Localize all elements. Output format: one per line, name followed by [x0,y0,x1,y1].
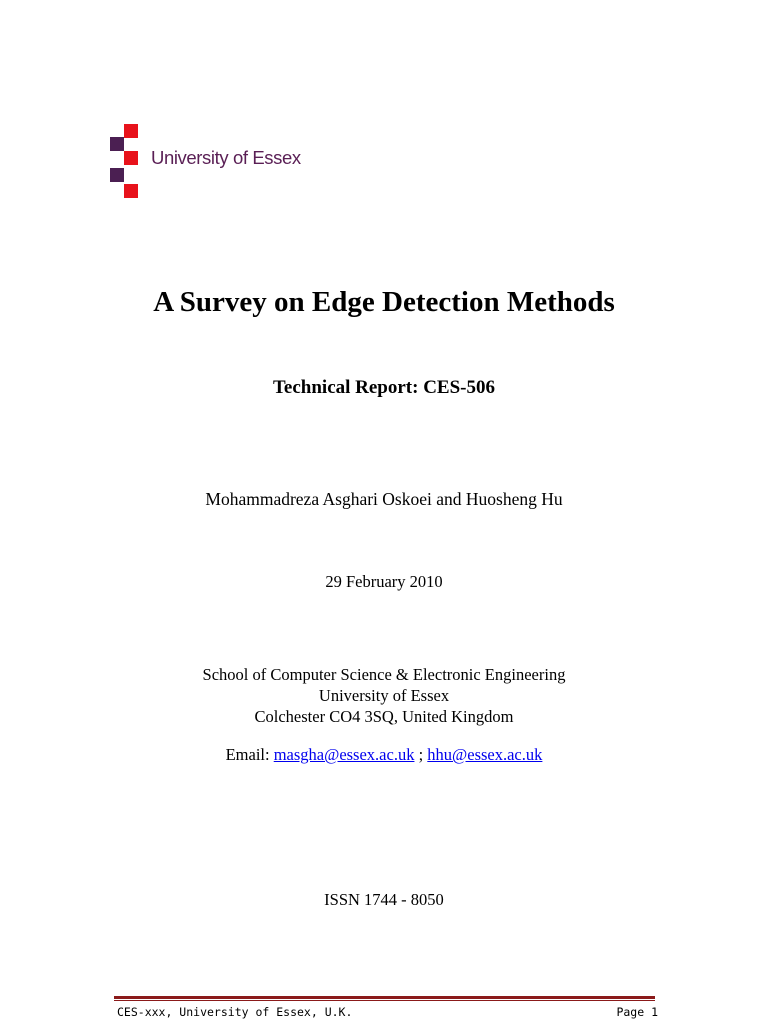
email-separator: ; [418,745,424,764]
footer-left-text: CES-xxx, University of Essex, U.K. [117,1005,353,1019]
affiliation-block [0,664,768,727]
affiliation-university: University of Essex [318,686,450,705]
logo-square [110,168,124,182]
logo-mark-icon [110,124,140,198]
page-number: Page 1 [616,1005,658,1019]
email-link-hhu[interactable]: hhu@essex.ac.uk [427,745,543,764]
affiliation-school: School of Computer Science & Electronic Engineering [202,665,566,684]
footer-rule-thick [114,996,655,999]
university-logo [110,124,330,198]
logo-text: University of Essex [151,147,301,168]
email-link-masgha[interactable]: masgha@essex.ac.uk [273,745,415,764]
affiliation-address: Colchester CO4 3SQ, United Kingdom [254,707,514,726]
issn: ISSN 1744 - 8050 [324,890,444,909]
document-title: A Survey on Edge Detection Methods [153,286,615,318]
email-label: Email: [225,745,270,764]
report-number: Technical Report: CES-506 [272,377,496,398]
logo-square [124,151,138,165]
publication-date: 29 February 2010 [325,572,443,591]
email-line [0,745,768,765]
logo-square [124,124,138,138]
footer-rule-thin [114,1000,655,1001]
logo-square [110,137,124,151]
authors: Mohammadreza Asghari Oskoei and Huosheng Hu [205,489,563,509]
footer-rule [114,996,655,1001]
logo-square [124,184,138,198]
